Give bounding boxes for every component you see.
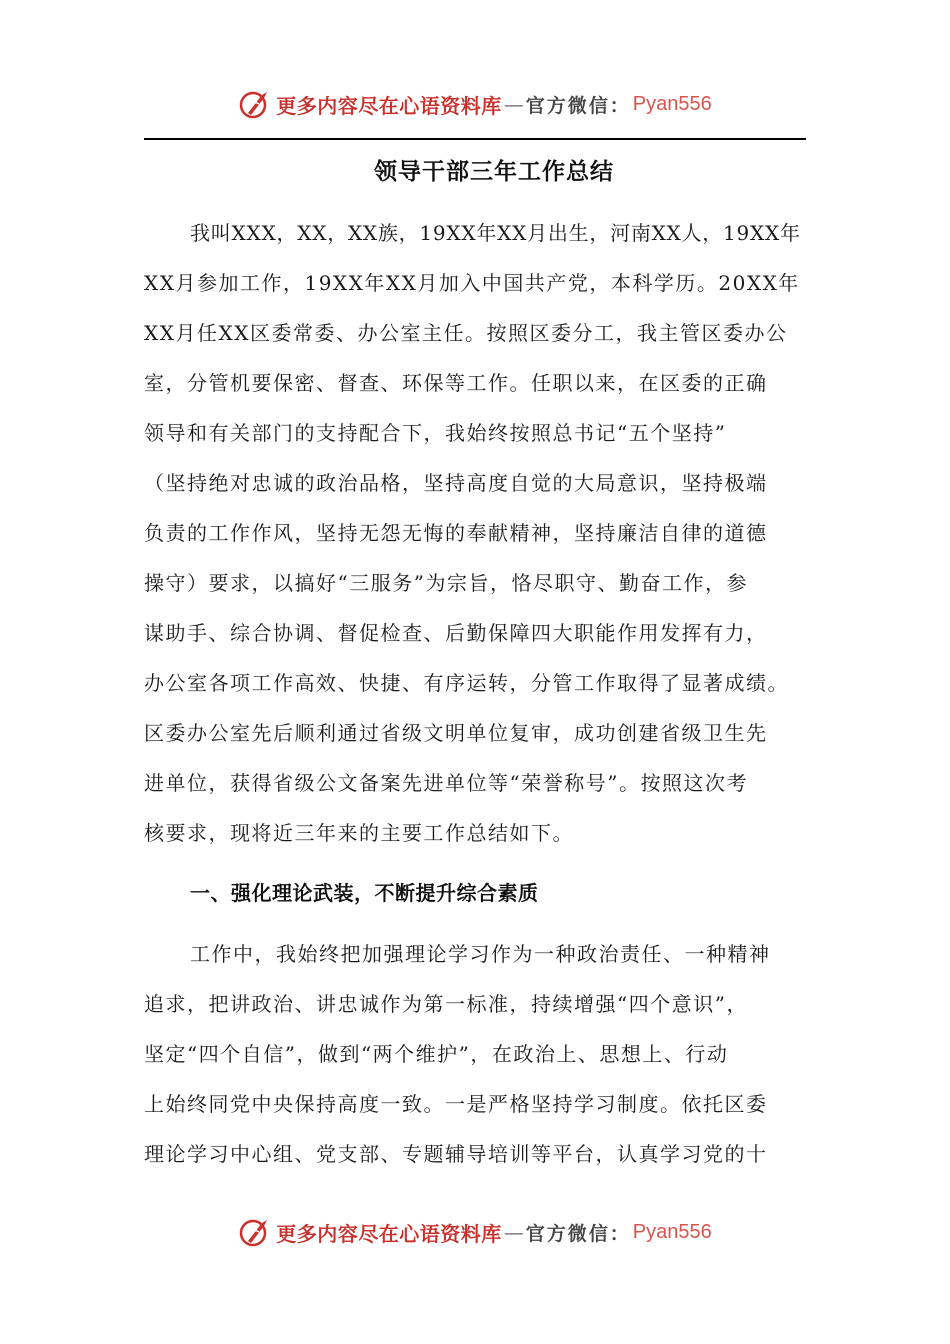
banner-wechat-id: Pyan556: [632, 92, 712, 115]
banner-main-text: 更多内容尽在心语资料库: [276, 93, 502, 118]
section1-line: 工作中，我始终把加强理论学习作为一种政治责任、一种精神: [190, 942, 771, 966]
section1-line: 坚定“四个自信”，做到“两个维护”，在政治上、思想上、行动: [144, 1042, 729, 1066]
intro-line: 我叫XXX，XX，XX族，19XX年XX月出生，河南XX人，19XX年: [190, 221, 801, 245]
footer-banner: [0, 1212, 950, 1252]
intro-line: 核要求，现将近三年来的主要工作总结如下。: [144, 821, 574, 845]
banner-wechat-label: 官方微信：: [525, 94, 631, 117]
section1-line: 追求，把讲政治、讲忠诚作为第一标准，持续增强“四个意识”，: [144, 992, 748, 1016]
banner-wechat-id: Pyan556: [632, 1220, 712, 1243]
banner-wechat-label: 官方微信：: [525, 1222, 631, 1245]
section1-line: 上始终同党中央保持高度一致。一是严格坚持学习制度。依托区委: [144, 1092, 768, 1116]
document-title: 领导干部三年工作总结: [374, 159, 614, 185]
intro-line: 区委办公室先后顺利通过省级文明单位复审，成功创建省级卫生先: [144, 721, 768, 745]
intro-line: 谋助手、综合协调、督促检查、后勤保障四大职能作用发挥有力，: [144, 621, 768, 645]
banner-dash: —: [503, 92, 524, 116]
intro-line: 办公室各项工作高效、快捷、有序运转，分管工作取得了显著成绩。: [144, 671, 789, 695]
intro-line: 领导和有关部门的支持配合下，我始终按照总书记“五个坚持”: [144, 421, 727, 445]
intro-line: （坚持绝对忠诚的政治品格，坚持高度自觉的大局意识，坚持极端: [144, 471, 768, 495]
intro-line: 操守）要求，以搞好“三服务”为宗旨，恪尽职守、勤奋工作，参: [144, 571, 748, 595]
intro-line: XX月任XX区委常委、办公室主任。按照区委分工，我主管区委办公: [144, 321, 788, 345]
intro-line: 室，分管机要保密、督查、环保等工作。任职以来，在区委的正确: [144, 371, 768, 395]
header-banner: [0, 84, 950, 124]
intro-line: 进单位，获得省级公文备案先进单位等“荣誉称号”。按照这次考: [144, 771, 748, 795]
intro-line: 负责的工作作风，坚持无怨无悔的奉献精神，坚持廉洁自律的道德: [144, 521, 768, 545]
header-divider: [144, 138, 806, 140]
banner-main-text: 更多内容尽在心语资料库: [276, 1221, 502, 1246]
section1-line: 理论学习中心组、党支部、专题辅导培训等平台，认真学习党的十: [144, 1142, 768, 1166]
intro-paragraph: [144, 208, 806, 858]
banner-dash: —: [503, 1220, 524, 1244]
pen-nib-circle-icon: [238, 1215, 272, 1249]
intro-line: XX月参加工作，19XX年XX月加入中国共产党，本科学历。20XX年: [144, 271, 800, 295]
section1-paragraph: [144, 929, 806, 1179]
section-heading: 一、强化理论武装，不断提升综合素质: [190, 881, 539, 905]
pen-nib-circle-icon: [238, 87, 272, 121]
